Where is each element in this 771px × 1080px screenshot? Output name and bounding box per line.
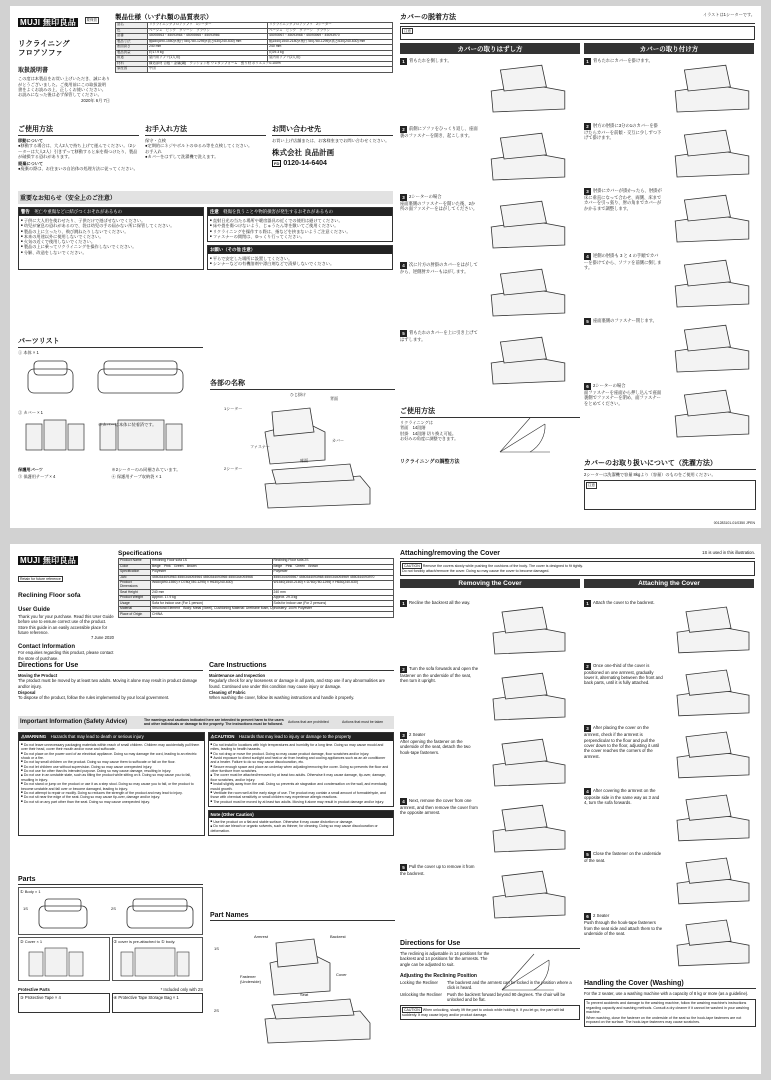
warning-header: 警告 死亡や重傷などに結びつくおそれがあるもの [19, 208, 203, 216]
spec-value: 屋内用ソファ(1人用) [148, 56, 268, 62]
spec-key: Color [119, 564, 151, 570]
spec-value: ベージュ ピンク グリーン ブラウン [268, 28, 393, 34]
spec-value: Approx. 29.3 kg [272, 595, 394, 601]
care-title: お手入れ方法 [145, 124, 266, 136]
spec-key: Specification [119, 570, 151, 576]
recline-title-en: Directions for Use [400, 940, 580, 949]
names-title: 各部の名称 [210, 378, 395, 390]
label-seat: 座面 [300, 458, 308, 463]
protect-bag: ④ 保護用テープ収納袋 × 1 [111, 473, 162, 479]
spec-key: 色 [116, 28, 148, 34]
sofa-step-illustration [668, 851, 758, 910]
step-text: After placing the cover on the armrest, check if the armrest is perpendicular to the floor and pull the cover down to the floor, adjusting it until the cover reaches the corners of the armrest. [584, 725, 660, 759]
remove-header-en: Removing the Cover [400, 579, 580, 588]
spec-key: 製品寸法 [116, 39, 148, 45]
wash-text: 2シーターは洗濯機で容量 8kgより（容量）のものをご使用ください。 [584, 472, 716, 477]
spec-row [119, 612, 394, 618]
step-number: 5 [400, 864, 407, 871]
list-item: ■ The product must be moved by at least two adults. Moving it alone may result in product damage and/or injury. [211, 800, 392, 804]
spec-value: Approx. 17.9 kg [151, 595, 273, 601]
step-number: 1 [400, 600, 407, 607]
list-item: ■ Do not stand or jump on the product or use it as a step stool. Doing so may cause you to fall, or the product to become unstable and fall over or become damaged, leading to injury. [21, 782, 202, 791]
step-text: 背もたれにカバーを掛けます。 [593, 58, 653, 63]
list-item: ■ 分解、改造をしないでください。 [21, 250, 201, 255]
list-item: ■ Do not use bleach or organic solvents, such as thinner, for cleaning. Doing so may cause discolouration or deformation. [211, 824, 392, 833]
contact-text: お買い上げ店舗または、お客様室までお問い合わせください。 [272, 138, 390, 143]
spec-value: 幅680(890-1550)×奥行780(780-1295)×高さ630(240-630) mm [148, 39, 268, 45]
step-item [400, 126, 478, 138]
phone-number: FD 0120-14-6404 [274, 160, 327, 168]
step-number: 4 [400, 262, 407, 269]
step-text: 2シーターの場合 座面裏側のファスナーを開いた後、2か所の面ファスナーをはがしてください。 [400, 194, 478, 212]
parts-body-label: ① 本体 × 1 [18, 350, 39, 355]
spec-value: 構造部材 合板・金属(鋼) クッション材 ウレタンフォーム 張り材 ポリエステル100% [148, 61, 393, 67]
spec-title: 製品仕様（いずれ類の品質表示） [115, 14, 213, 21]
recline-how-title-en: Adjusting the Reclining Position [400, 972, 477, 979]
sofa-step-illustration [484, 666, 574, 726]
caution-header-en: ⚠CAUTION Hazards that may lead to injury or damage to the property [209, 733, 394, 741]
protect-tape: ③ 保護用テープ × 4 [18, 473, 56, 479]
spec-key: JAN [119, 575, 151, 581]
step-text: 背もたれを倒します。 [409, 58, 452, 63]
list-item: ■ Do not lay small children on the product. Doing so may cause them to suffocate or fall on the floor. [21, 760, 202, 764]
step-text: 2 Seater Push through the hook-tape fasteners from the seat side and attach them to the underside of the seat. [584, 913, 663, 937]
company-name: 株式会社 良品計画 [272, 148, 335, 158]
step-number: 6 [584, 383, 591, 390]
step-item [584, 188, 662, 211]
contact-title-en: Contact Information [18, 644, 75, 651]
step-number: 5 [584, 318, 591, 325]
attach-steps [584, 58, 756, 438]
recline-text: リクライニングは 背面 14段階 肘掛 14段階 切り換え可能。 お好みの角度に調整できます。 [400, 420, 459, 441]
spec-value: ベージュ ピンク グリーン ブラウン [148, 28, 268, 34]
document-title: リクライニング フロアソファ [18, 39, 70, 57]
list-item: ■ Do not leave unnecessary packaging materials within reach of small children. Children may accidentally pull them over their head, cover their mouth and/or nose and suffocate. [21, 743, 202, 752]
step-text: Recline the backrest all the way. [409, 600, 471, 605]
step-number: 3 [584, 188, 591, 195]
step-number: 1 [400, 58, 407, 65]
disposal-text-en: To dispose of the product, follow the rules implemented by your local government. [18, 695, 170, 700]
list-item: ■ 平らで安定した場所に設置してください。 [210, 256, 390, 261]
step-number: 2 [584, 663, 591, 670]
protect-note: ※2シーターのみ同梱されています。 [111, 466, 181, 472]
moving-text-en: The product must be moved by at least two adults. Moving it alone may result in product damage and/or injury. [18, 678, 198, 689]
spec-value: 240 mm [148, 45, 268, 51]
recline-how-title: リクライニングの調整方法 [400, 459, 460, 465]
sofa-step-illustration [668, 913, 758, 972]
english-manual-page [10, 544, 761, 1074]
list-item: ■ Do not install in locations with high temperatures and humidity for a long time. Doing so may cause mould and mites, leading to health hazards. [211, 743, 392, 752]
step-text: After covering the armrest on the opposite side in the same way as 3 and 4, turn the sofa forwards. [584, 788, 660, 806]
remove-header: カバーの取りはずし方 [400, 43, 580, 54]
list-item: ■ Use the product on a flat and stable surface. Otherwise it may cause distortion or damage. [211, 820, 392, 824]
spec-value: CHINA [151, 612, 394, 618]
list-item: ■ 火気の近くで使用しないでください。 [21, 239, 201, 244]
list-item: ■ Do not sit on any part other than the seat. Doing so may cause unexpected injury. [21, 800, 202, 804]
sofa-step-illustration [484, 600, 574, 660]
disposal-heading: 廃棄について [18, 161, 44, 166]
step-item [584, 383, 662, 406]
spec-value: 240 mm [268, 45, 393, 51]
keep-tag: 要保管 [86, 18, 97, 23]
list-item: ■ ファスナーの開閉は、ゆっくり行ってください。 [210, 234, 390, 239]
disposal-text: ●廃棄の際は、お住まいの自治体の処理方法に従ってください。 [18, 166, 138, 172]
spec-value: リクライニングフロアソファ 1シーター [148, 23, 268, 29]
list-item: ■ 子供に大人用を使わせたり、子供だけで遊ばせないでください。 [21, 218, 201, 223]
guide-text: Thank you for your purchase. Read this User Guide before use to ensure correct use of the product. Store this guide in an easily accessible place for future reference. [18, 614, 114, 635]
safety-banner: Important Information (Safety Advice) The warnings and cautions indicated here are intended to prevent harm to the users and other individuals or damage to the property. The instructions must be followed. Actions that are prohibited Actions that must be taken [18, 716, 394, 729]
maint-text: Regularly check for any looseness or damage in all parts, and stop use if any abnormalities are found. Continued use under this condition may cause injury or damage. [209, 678, 385, 689]
step-item [584, 318, 662, 325]
sofa-step-illustration [668, 725, 758, 784]
label-armrest-en: Armrest [254, 934, 268, 939]
warning-list-en [19, 741, 204, 806]
step-text: Pull the cover up to remove it from the backrest. [400, 864, 475, 876]
step-text: 2シーターの場合 面ファスナーを座面から押し込んで座面裏側でファスナーを閉め、面ファスナーをとめてください。 [584, 383, 662, 406]
step-number: 1 [584, 600, 591, 607]
step-text: 逆側の肘掛も 3 と 4 の手順でカバーを掛けてから、ソファを前側に倒します。 [584, 253, 662, 271]
guide-title: User Guide [18, 607, 51, 613]
label-seat-en: Seat [300, 992, 309, 997]
spec-row [119, 581, 394, 590]
sofa-step-illustration [668, 788, 758, 847]
label-fastener: ファスナー [250, 444, 270, 449]
spec-key: Product Name [119, 559, 151, 565]
step-number: 3 [584, 725, 591, 732]
step-text: Attach the cover to the backrest. [593, 600, 655, 605]
attach-header-en: Attaching the Cover [584, 579, 754, 588]
remove-steps [400, 58, 580, 388]
recline-fan-illustration-en [494, 950, 580, 994]
label-2seater: 2シーター [224, 466, 243, 471]
protect-label: 保護用パーツ [18, 466, 43, 472]
recline-fan-illustration [490, 416, 580, 456]
spec-value: 240 mm [272, 590, 394, 596]
step-text: Close the fastener on the underside of the seat. [584, 850, 662, 863]
maint-heading: Maintenance and Inspection [209, 673, 266, 678]
recline-text-en: The reclining is adjustable in 14 positions for the backrest and 14 positions for the armrests. The angle can be adjusted to suit. [400, 951, 490, 967]
spec-value: Polyester [151, 570, 273, 576]
attach-title: カバーの脱着方法 [400, 14, 456, 21]
sofa-step-illustration [482, 262, 574, 322]
step-text: 2 Seater After opening the fastener on the underside of the seat, detach the two hook-tape fasteners. [400, 732, 471, 755]
spec-row [116, 67, 393, 73]
recline-title: ご使用方法 [400, 406, 580, 418]
spec-title-en: Specifications [118, 550, 163, 557]
japanese-manual-page [10, 6, 761, 528]
label-1seater: 1シーター [224, 406, 243, 411]
other-header: お願い（その他 注意） [208, 246, 392, 254]
part-names-illustration-en [210, 923, 395, 1053]
list-item: ■ シンナーなどの有機溶剤や漂白剤などで清掃しないでください。 [210, 261, 390, 266]
spec-value: 4550344093967 4550344093968 4550344093969 4550344093970 [272, 575, 394, 581]
step-item [400, 600, 480, 607]
moving-heading: 移動について [18, 138, 44, 143]
names-title-en: Part Names [210, 912, 395, 921]
sofa-step-illustration [482, 194, 574, 254]
spec-value: 屋内用ソファ(2人用) [268, 56, 393, 62]
cover-note-cell: ② cover is pre-attached to ① body. [112, 937, 204, 981]
spec-key: 用途 [116, 56, 148, 62]
spec-value: W680(890-1550) × D780(780-1295) × H630(240-630) [151, 581, 273, 590]
step-text: 肘方の肘掛に3分の1のカバーを掛けたらカバーを前傾・交互に少しずつ下げて掛けます。 [584, 123, 662, 141]
issue-date: 2020年 6月 7日 [81, 98, 110, 104]
step-number: 2 [584, 123, 591, 130]
list-item: ■ Install slightly away from the wall. Doing so prevents air stagnation and condensation on the wall, and eventually mould growth. [211, 782, 392, 791]
step-number: 5 [584, 851, 591, 858]
wash-caution-en: To prevent accidents and damage to the washing machine, follow the washing machine's instructions regarding capacity and washing methods. Consult a dry cleaner if it cannot be washed in your washing machine. When washing, close the fastener on the underside of the seat so the hook-tape fasteners are not exposed on the surface. The hook-tape fasteners may cause scratches. [584, 999, 756, 1026]
step-item [400, 58, 478, 65]
list-item: ■ Do not place on the power cord of an electrical appliance. Doing so may damage the cord, leading to an electric shock or a fire. [21, 752, 202, 761]
list-item: ■ The cover must be attached/removed by at least two adults. Otherwise it may cause damage, tip-over, damage, floor scratches, and/or injury. [211, 773, 392, 782]
step-text: Once one-third of the cover is positioned on one armrest, gradually lower it, alternating between the front and back parts, until it is fully attached. [584, 662, 663, 686]
manual-title: 取扱説明書 [18, 68, 49, 75]
sofa-step-illustration [482, 58, 574, 118]
list-item: ■ Do not use for other than its intended purpose. Doing so may cause damage, resulting in injury. [21, 769, 202, 773]
step-number: 6 [584, 913, 591, 920]
warning-header-en: ⚠WARNING Hazards that may lead to death or serious injury [19, 733, 204, 741]
spec-value: Beige Pink Green Brown [272, 564, 394, 570]
disposal-heading-en: Disposal [18, 689, 36, 695]
warning-list [19, 216, 203, 257]
step-text: 次に片方の肘掛のカバーをはがしてから、逆側肘カバーもはがします。 [400, 262, 478, 274]
step-item [400, 732, 480, 755]
spec-table [115, 22, 393, 73]
tape-cell: ③ Protective Tape × 4 [18, 993, 110, 1013]
step-item [584, 663, 664, 686]
spec-value: Sofa for indoor use (For 1 person) [151, 601, 273, 607]
cleaning-text: When washing the cover, follow its washing instructions and handle it properly. [209, 695, 355, 700]
sofa-step-illustration [484, 864, 574, 924]
sofa-step-illustration [482, 330, 574, 390]
step-item [400, 262, 478, 274]
sofa-step-illustration [668, 600, 758, 659]
other-list [208, 254, 392, 269]
wash-text-en: For the 2 seater, use a washing machine with a capacity of 8 kg or more (as a guideline). [584, 991, 749, 996]
spec-value: Beige Pink Green Brown [151, 564, 273, 570]
sofa-step-illustration [666, 58, 758, 118]
label-1s: 1S [214, 946, 219, 951]
usage-title: ご使用方法 [18, 124, 139, 136]
sofa-step-illustration [666, 123, 758, 183]
recline-how-table: Locking the Recliner The backrest and the armrest can be locked in the position where a click is heard. Unlocking the Recliner Push the backrest forward beyond 90 degrees. The chair will be unlocked and be flat. [400, 980, 572, 1002]
safety-title: 重要なお知らせ（安全上のご注意） [18, 191, 393, 204]
contact-text-en: For enquiries regarding this product, please contact the store of purchase. [18, 650, 114, 661]
spec-value: 中国 [148, 67, 393, 73]
note-list-en [209, 818, 394, 835]
step-text: 座面裏側のファスナー閉じます。 [593, 318, 657, 323]
step-number: 3 [400, 194, 407, 201]
note-header-en: Note (Other Caution) [209, 811, 394, 818]
step-number: 1 [584, 58, 591, 65]
step-item [584, 58, 662, 65]
spec-value: 約29.3 kg [268, 50, 393, 56]
moving-text: ●移動する場合は、大人2人で持ち上げて運んでください。（2シーターは大人2人）引きずって移動すると床を傷つけたり、製品が破損する恐れがあります。 [18, 143, 138, 159]
step-number: 5 [400, 330, 407, 337]
label-back: 背面 [330, 396, 338, 401]
print-code: 001283101-01/0350 JPEN [713, 520, 755, 525]
spec-value: 45093963・45093964・45093965・45093966 [148, 34, 268, 40]
wash-title: カバーのお取り扱いについて（洗濯方法） [584, 458, 756, 470]
protect-title-en: Protective Parts [18, 987, 50, 992]
attach-caution-en: CAUTION Remove the covers slowly while pushing the cushions of the body. The cover is designed to fit tightly. Do not forcibly attach/remove the cover. Doing so may cause the cover to become damaged. [400, 561, 755, 576]
step-item [584, 851, 664, 863]
spec-key: Place of Origin [119, 612, 151, 618]
parts-title: パーツリスト [18, 336, 203, 348]
manual-intro: この度は本製品をお買い上げいただき、誠にありがとうございました。ご使用前にこの取扱説明書をよくお読みの上、正しくお使いください。お読みになった後は必ず保管してください。 [18, 76, 110, 97]
spec-value: Reclining Floor sofa 1S [151, 559, 273, 565]
sofa-step-illustration [666, 383, 758, 443]
step-text: 肘掛にカバーが掛かったら、肘掛が床に垂直になって合わせ、両側、床までカバーを引っ張り、肘の角までカバーがかかるまで調整します。 [584, 188, 662, 211]
step-item [584, 788, 664, 806]
spec-value: 4550344093963 4550344093964 4550344093965 4550344093966 [151, 575, 273, 581]
step-number: 4 [584, 788, 591, 795]
label-armrest: ひじ掛け [290, 392, 306, 397]
parts-title-en: Parts [18, 876, 203, 885]
attach-header: カバーの取り付け方 [584, 43, 754, 54]
spec-key: 原産国 [116, 67, 148, 73]
step-item [400, 194, 478, 212]
spec-value: 約17.9 kg [148, 50, 268, 56]
step-number: 4 [584, 253, 591, 260]
protect-note-en: * Included only with 2S [160, 987, 203, 992]
step-number: 4 [400, 798, 407, 805]
attach-steps-en [584, 600, 756, 980]
label-cover: カバー [332, 438, 344, 443]
step-text: 前側にソファをひっくり返し、座面裏のファスナーを開き、起こします。 [400, 126, 478, 138]
spec-key: 座面高さ [116, 45, 148, 51]
spec-table-en [118, 558, 394, 618]
list-item: ■ 製品の上に乗ってリクライニングを操作しないでください。 [21, 244, 201, 249]
attach-note-en: 1S is used in this illustration. [702, 550, 755, 555]
step-number: 2 [400, 666, 407, 673]
remove-steps-en [400, 600, 580, 930]
spec-key: 材料 [116, 61, 148, 67]
spec-key: Material [119, 606, 151, 612]
step-text: Next, remove the cover from one armrest, and then remove the cover from the opposite armrest. [400, 798, 478, 816]
spec-key: Usage [119, 601, 151, 607]
contact-title: お問い合わせ先 [272, 124, 393, 136]
step-item [400, 864, 480, 876]
caution-list [208, 216, 392, 241]
document-title-en: Reclining Floor sofa [18, 592, 81, 599]
label-2s: 2S [214, 1008, 219, 1013]
bag-cell: ④ Protective Tape Storage Bag × 1 [112, 993, 204, 1013]
label-fastener-en: Fastener (Underside) [240, 974, 261, 984]
spec-value: 240 mm [151, 590, 273, 596]
label-backrest-en: Backrest [330, 934, 346, 939]
step-text: 背もたれのカバーを上に引き上げてはずします。 [400, 330, 478, 342]
spec-key: 製品質量 [116, 50, 148, 56]
list-item: ■ 製品の上に立ったり、飛び跳ねたりしないでください。 [21, 229, 201, 234]
care-text: 保守・点検 ●定期的にネジやボルトのゆるみ等を点検してください。 お手入れ ●カバーをはずして洗濯機で洗えます。 [145, 138, 253, 159]
step-item [584, 913, 664, 936]
muji-logo-en: MUJI 無印良品 [20, 556, 77, 565]
list-item: ■ 本来の用途以外に使用しないでください。 [21, 234, 201, 239]
list-item: ■ Do not use in an unstable state, such as tilting the product while sitting on it. Doing so may cause you to fall, resulting in injury. [21, 773, 202, 782]
spec-key: Product Dimensions [119, 581, 151, 590]
list-item: ■ リクライニングを操作する際は、指などを挟まないようご注意ください。 [210, 229, 390, 234]
sofa-step-illustration [666, 188, 758, 248]
spec-value: W1540(1540-2180) × D780(780-1295) × H630(240-630) [272, 581, 394, 590]
cleaning-heading: Cleaning of Fabric [209, 689, 246, 695]
cover-note: ※カバーは本体に装着済です。 [98, 422, 157, 427]
list-item: ■ Do not let children use without supervision. Doing so may cause unexpected injury. [21, 765, 202, 769]
spec-value: Reclining Floor sofa 2S [272, 559, 394, 565]
spec-key: 品番 [116, 34, 148, 40]
sofa-step-illustration [482, 126, 574, 186]
list-item: ■ Avoid exposure to direct sunlight and heat or air from heating and cooling appliances such as an air conditioner and a heater. Failure to do so may cause discolouration, etc. [211, 756, 392, 765]
list-item: ■ Ventilate the room well at the early stage of use. The product may contain a small amount of formaldehyde, and those with chemical sensitivity or small children may experience allergic reactions. [211, 791, 392, 800]
muji-logo: MUJI 無印良品 [20, 18, 77, 27]
sofa-step-illustration [668, 663, 758, 722]
spec-value: Polyester [272, 570, 394, 576]
attach-title-en: Attaching/removing the Cover [400, 550, 500, 557]
directions-title: Directions for Use [18, 662, 203, 671]
care-title-en: Care Instructions [209, 662, 394, 671]
list-item: ■ 幼児が窒息の恐れがあるので、袋は幼児の手の届かない所に保管してください。 [21, 223, 201, 228]
caution-header: 注意 軽傷を負うことや物的損害が発生するおそれがあるもの [208, 208, 392, 216]
sofa-step-illustration [484, 798, 574, 858]
wash-title-en: Handling the Cover (Washing) [584, 980, 756, 989]
list-item: ■ 床や畳を傷つけないよう、じゅうたん等を敷いてご使用ください。 [210, 223, 390, 228]
sofa-step-illustration [484, 732, 574, 792]
retain-tag: Retain for future reference [20, 577, 61, 582]
spec-value: 幅1540(1540-2180)×奥行780(780-1295)×高さ630(240-630) mm [268, 39, 393, 45]
attach-caution: 注意 [400, 26, 755, 40]
list-item: ■ Do not attempt to repair or modify. Doing so reduces the strength of the product and may lead to injury. [21, 791, 202, 795]
list-item: ■ 直射日光の当たる場所や暖房器具の近くでの使用は避けてください。 [210, 218, 390, 223]
spec-key: Seat Height [119, 590, 151, 596]
wash-caution: 注意 [584, 480, 756, 510]
step-item [584, 123, 662, 141]
issue-date-en: 7 June 2020 [90, 635, 114, 640]
recline-caution-en: CAUTION When unlocking, slowly lift the part to unlock while holding it. If you let go, the part will fall suddenly. It may cause injury and/or product damage. [400, 1005, 580, 1020]
caution-list-en [209, 741, 394, 806]
label-cover-en: Cover [336, 972, 347, 977]
step-number: 2 [400, 126, 407, 133]
list-item: ■ Do not drag or move the product. Doing so may cause product damage, floor scratches and/or injury. [211, 752, 392, 756]
step-item [400, 798, 480, 816]
step-number: 3 [400, 732, 407, 739]
step-item [400, 330, 478, 342]
sofa-body-illustration [18, 355, 203, 405]
spec-key: Product Weight [119, 595, 151, 601]
step-item [400, 666, 480, 684]
spec-value: Structural Element Body: Metal (Steel), Cushioning Material: Urethane foam, Upholstery: 100% Polyester [151, 606, 394, 612]
sofa-step-illustration [666, 253, 758, 313]
step-item [584, 725, 664, 759]
cover-cell: ② Cover × 1 [18, 937, 110, 981]
list-item: ■ Secure enough space and place an underlay when adjusting/removing the cover. Doing so prevents the floor and other furniture from scratches. [211, 765, 392, 774]
list-item: ■ Do not sit near the edge of the seat. Doing so may cause tip-over, damage and/or injury. [21, 795, 202, 799]
step-item [584, 253, 662, 271]
step-text: Turn the sofa forwards and open the fastener on the underside of the seat, then turn it upright. [400, 666, 479, 684]
spec-value: 45093967・45093968・45093969・45093970 [268, 34, 393, 40]
body-cell: ① Body × 1 1S 2S [18, 887, 203, 935]
spec-key: 品名 [116, 23, 148, 29]
spec-value: Sofa for indoor use (For 2 persons) [272, 601, 394, 607]
step-item [584, 600, 664, 607]
moving-heading-en: Moving the Product [18, 673, 58, 678]
spec-value: リクライニングフロアソファ 2シーター [268, 23, 393, 29]
cover-label: ② カバー × 1 [18, 410, 44, 416]
attach-note: イラストは1シーターです。 [702, 12, 755, 17]
sofa-step-illustration [666, 318, 758, 378]
